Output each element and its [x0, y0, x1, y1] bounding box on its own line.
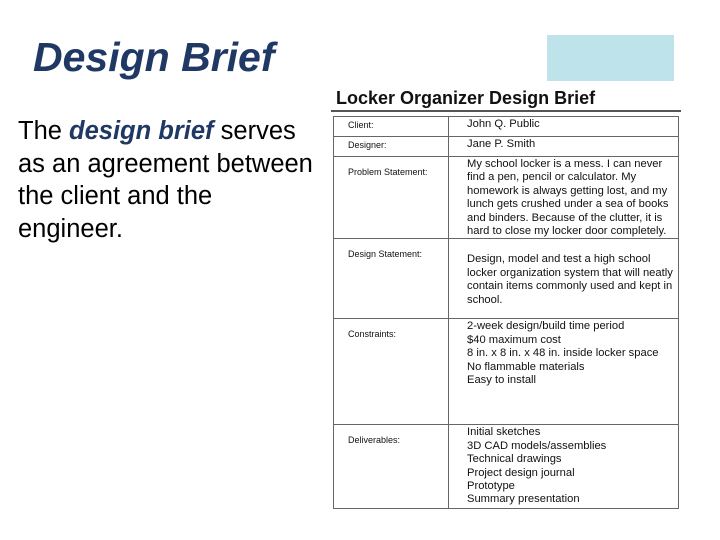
value-line: My school locker is a mess. I can never	[467, 158, 663, 170]
value-line: locker organization system that will neatly	[467, 266, 673, 279]
row-label: Constraints:	[334, 319, 449, 425]
row-client	[334, 117, 679, 137]
intro-text	[18, 115, 318, 245]
accent-box	[547, 35, 674, 81]
row-value	[449, 137, 679, 157]
row-label: Deliverables:	[334, 425, 449, 509]
row-constraints	[334, 319, 679, 425]
row-value	[449, 157, 679, 239]
value-line: Prototype	[467, 480, 515, 493]
value-line: homework is always getting lost, and my	[467, 184, 668, 197]
row-design-statement	[334, 239, 679, 319]
value-line: find a pen, pencil or calculator. My	[467, 171, 637, 184]
row-designer	[334, 137, 679, 157]
brief-table	[333, 116, 679, 509]
value-line: Initial sketches	[467, 426, 541, 439]
value-line: school.	[467, 293, 503, 306]
row-label: Client:	[334, 117, 449, 137]
value-line: 2-week design/build time period	[467, 320, 625, 333]
value-line: $40 maximum cost	[467, 333, 561, 346]
document-rule	[331, 110, 681, 112]
value-line: Easy to install	[467, 374, 537, 387]
value-line: hard to close my locker door completely.	[467, 225, 667, 238]
value-line: No flammable materials	[467, 360, 585, 373]
row-label: Problem Statement:	[334, 157, 449, 239]
row-label: Design Statement:	[334, 239, 449, 319]
row-value	[449, 319, 679, 425]
value-line: contain items commonly used and kept in	[467, 280, 673, 293]
value-line: Technical drawings	[467, 453, 562, 466]
value-line: and binders. Because of the clutter, it is	[467, 211, 663, 224]
row-label: Designer:	[334, 137, 449, 157]
document-title: Locker Organizer Design Brief	[336, 88, 596, 108]
row-value	[449, 425, 679, 509]
intro-text-start: The	[18, 117, 70, 145]
intro-emphasis: design brief	[69, 117, 214, 145]
value-line: lunch gets crushed under a sea of books	[467, 198, 669, 211]
row-value	[449, 239, 679, 319]
value-line: Project design journal	[467, 466, 575, 479]
value-line: Jane P. Smith	[467, 138, 536, 150]
value-line: Summary presentation	[467, 493, 580, 506]
value-line: 3D CAD models/assemblies	[467, 439, 607, 452]
row-problem-statement	[334, 157, 679, 239]
intro-text-end: serves as an agreement between the client and the engineer.	[18, 117, 313, 243]
value-line: John Q. Public	[467, 118, 540, 130]
row-deliverables	[334, 425, 679, 509]
value-line: Design, model and test a high school	[467, 253, 651, 266]
row-value	[449, 117, 679, 137]
value-line: 8 in. x 8 in. x 48 in. inside locker space	[467, 347, 659, 360]
slide-title: Design Brief	[33, 34, 275, 80]
